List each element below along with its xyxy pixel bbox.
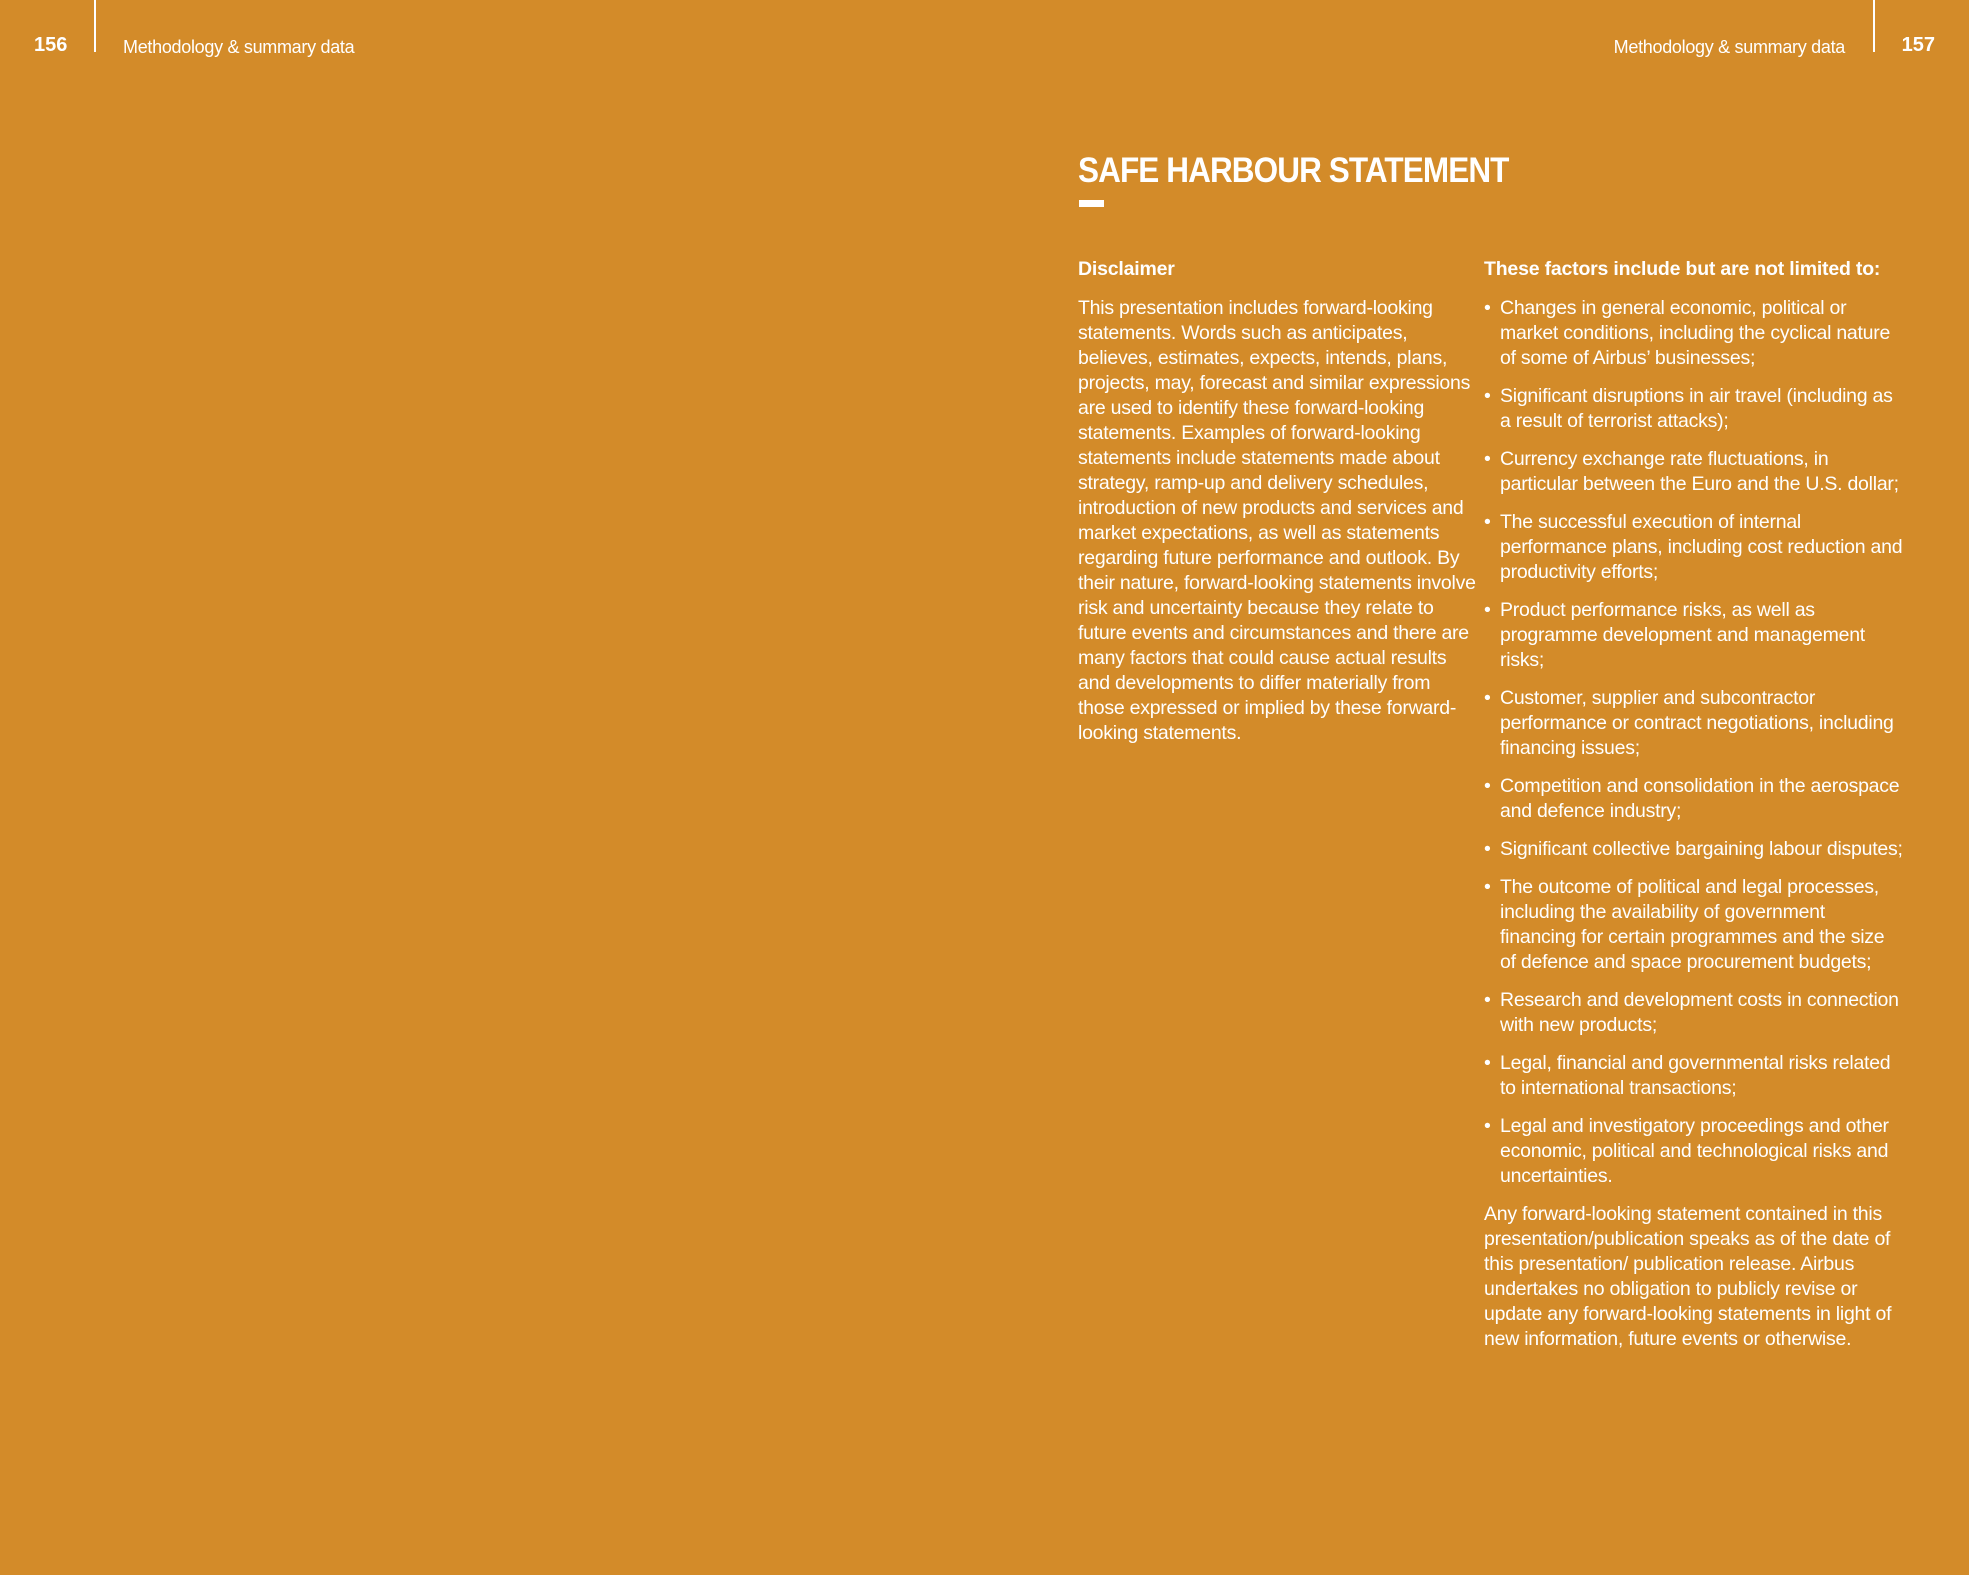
- factor-text: The successful execution of internal performance plans, including cost reduction and productivity efforts;: [1500, 511, 1903, 583]
- bullet-icon: •: [1484, 876, 1491, 898]
- bullet-icon: •: [1484, 385, 1491, 407]
- list-item: [1484, 837, 1904, 862]
- disclaimer-body: This presentation includes forward-looking statements. Words such as anticipates, believes, estimates, expects, intends, plans, projects, may, forecast and similar expressions are used to identify these forward-looking statements. Examples of forward-looking statements include statements made about strategy, ramp-up and delivery schedules, introduction of new products and services and market expectations, as well as statements regarding future performance and outlook. By their nature, forward-looking statements involve risk and uncertainty because they relate to future events and circumstances and there are many factors that could cause actual results and developments to differ materially from those expressed or implied by these forward-looking statements.: [1078, 297, 1476, 744]
- list-item: [1484, 384, 1904, 434]
- factor-text: Legal, financial and governmental risks related to international transactions;: [1500, 1052, 1891, 1099]
- right-page-number: 157: [1901, 34, 1935, 56]
- factor-text: Significant collective bargaining labour disputes;: [1500, 838, 1903, 860]
- bullet-icon: •: [1484, 511, 1491, 533]
- factor-text: Currency exchange rate fluctuations, in particular between the Euro and the U.S. dollar;: [1500, 448, 1899, 495]
- bullet-icon: •: [1484, 599, 1491, 621]
- left-header-divider: [94, 0, 96, 52]
- list-item: [1484, 1051, 1904, 1101]
- list-item: [1484, 774, 1904, 824]
- factor-text: Competition and consolidation in the aerospace and defence industry;: [1500, 775, 1900, 822]
- factors-column: [1484, 257, 1904, 1352]
- list-item: [1484, 988, 1904, 1038]
- list-item: [1484, 296, 1904, 371]
- page-title: SAFE HARBOUR STATEMENT: [1078, 151, 1509, 190]
- disclaimer-column: [1078, 257, 1478, 746]
- factor-text: Significant disruptions in air travel (including as a result of terrorist attacks);: [1500, 385, 1893, 432]
- left-section-name: Methodology & summary data: [123, 37, 355, 57]
- list-item: [1484, 598, 1904, 673]
- factor-text: The outcome of political and legal processes, including the availability of government financing for certain programmes and the size of defence and space procurement budgets;: [1500, 876, 1885, 973]
- list-item: [1484, 447, 1904, 497]
- list-item: [1484, 686, 1904, 761]
- bullet-icon: •: [1484, 1052, 1491, 1074]
- bullet-icon: •: [1484, 687, 1491, 709]
- factor-text: Research and development costs in connection with new products;: [1500, 989, 1899, 1036]
- factor-text: Legal and investigatory proceedings and other economic, political and technological risks and uncertainties.: [1500, 1115, 1889, 1187]
- list-item: [1484, 1114, 1904, 1189]
- bullet-icon: •: [1484, 838, 1491, 860]
- list-item: [1484, 510, 1904, 585]
- bullet-icon: •: [1484, 1115, 1491, 1137]
- disclaimer-heading: Disclaimer: [1078, 258, 1175, 280]
- right-section-name: Methodology & summary data: [1613, 37, 1845, 57]
- bullet-icon: •: [1484, 989, 1491, 1011]
- bullet-icon: •: [1484, 448, 1491, 470]
- factors-list: [1484, 296, 1904, 1189]
- factors-heading: These factors include but are not limited to:: [1484, 258, 1881, 280]
- factor-text: Customer, supplier and subcontractor performance or contract negotiations, including financing issues;: [1500, 687, 1894, 759]
- list-item: [1484, 875, 1904, 975]
- factor-text: Changes in general economic, political or market conditions, including the cyclical nature of some of Airbus’ businesses;: [1500, 297, 1891, 369]
- bullet-icon: •: [1484, 297, 1491, 319]
- left-page-number: 156: [34, 34, 68, 56]
- title-underline-bar: [1079, 200, 1104, 207]
- right-header-divider: [1873, 0, 1875, 52]
- factor-text: Product performance risks, as well as programme development and management risks;: [1500, 599, 1865, 671]
- bullet-icon: •: [1484, 775, 1491, 797]
- closing-statement: Any forward-looking statement contained in this presentation/publication speaks as of the date of this presentation/ publication release. Airbus undertakes no obligation to publicly revise or update any forward-looking statements in light of new information, future events or otherwise.: [1484, 1203, 1892, 1350]
